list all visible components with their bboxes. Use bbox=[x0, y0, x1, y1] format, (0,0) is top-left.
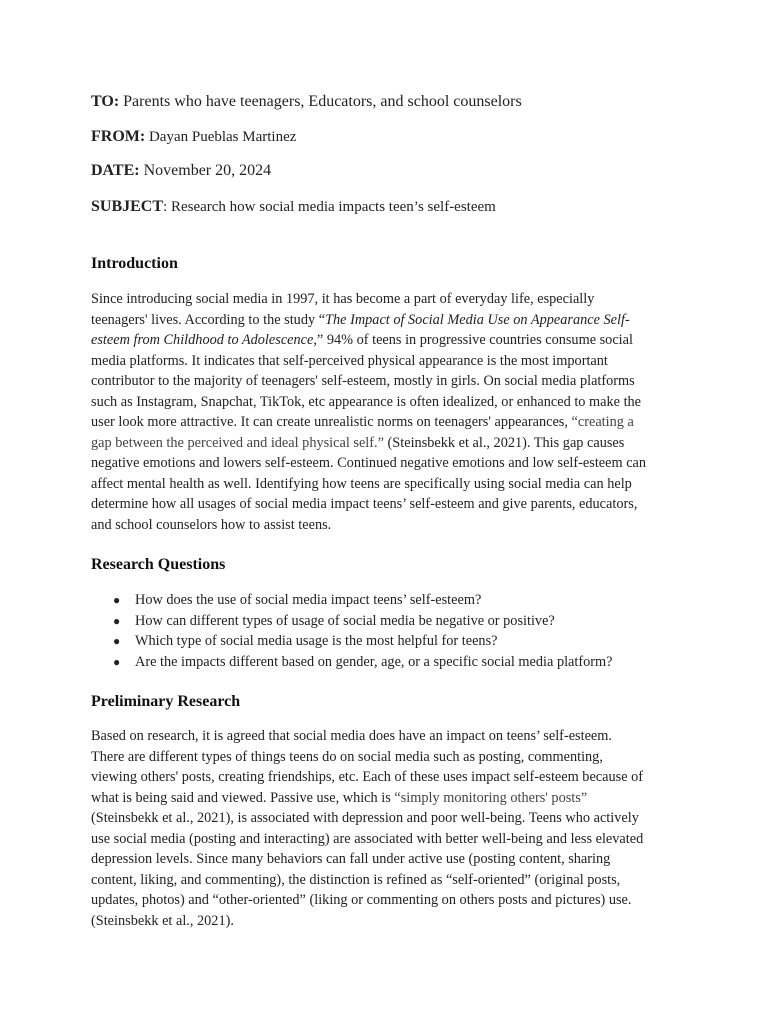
bullet-icon: ● bbox=[113, 654, 121, 669]
quote-text: “creating a bbox=[571, 414, 634, 430]
intro-line: and school counselors how to assist teens. bbox=[91, 516, 332, 533]
prelim-line: Based on research, it is agreed that social media does have an impact on teens’ self-esteem. bbox=[91, 728, 612, 744]
intro-line: negative emotions and lowers self-esteem. Continued negative emotions and low self-esteem can bbox=[91, 455, 647, 471]
prelim-line: There are different types of things teens do on social media such as posting, commenting, bbox=[91, 748, 603, 765]
prelim-line bbox=[91, 788, 679, 809]
introduction-heading: Introduction bbox=[91, 255, 178, 272]
intro-line bbox=[91, 330, 679, 351]
memo-date-value: November 20, 2024 bbox=[139, 162, 272, 179]
research-questions-list bbox=[113, 590, 613, 672]
memo-subject-line bbox=[91, 198, 496, 216]
question-text: Which type of social media usage is the most helpful for teens? bbox=[135, 633, 498, 649]
question-text: Are the impacts different based on gender, age, or a specific social media platform? bbox=[135, 653, 613, 670]
memo-date-line bbox=[91, 162, 271, 180]
preliminary-research-heading: Preliminary Research bbox=[91, 693, 241, 710]
memo-from-line bbox=[91, 128, 296, 146]
research-questions-heading: Research Questions bbox=[91, 556, 226, 573]
preliminary-research-paragraph bbox=[91, 726, 679, 931]
prelim-line: use social media (posting and interacting) are associated with better well-being and less elevated bbox=[91, 830, 644, 847]
prelim-line: updates, photos) and “other-oriented” (liking or commenting on others posts and pictures) use. bbox=[91, 892, 632, 908]
intro-line: such as Instagram, Snapchat, TikTok, etc appearance is often idealized, or enhanced to make the bbox=[91, 393, 642, 410]
prelim-line: content, liking, and commenting), the distinction is refined as “self-oriented” (original posts, bbox=[91, 871, 621, 888]
introduction-paragraph bbox=[91, 289, 679, 535]
question-text: How can different types of usage of social media be negative or positive? bbox=[135, 612, 555, 629]
prelim-line: viewing others' posts, creating friendships, etc. Each of these uses impact self-esteem because of bbox=[91, 769, 644, 785]
intro-line bbox=[91, 433, 679, 454]
prelim-text: what is being said and viewed. Passive use, which is bbox=[91, 789, 395, 806]
quote-text: gap between the perceived and ideal physical self.” bbox=[91, 434, 384, 451]
memo-to-value: Parents who have teenagers, Educators, and school counselors bbox=[119, 93, 522, 110]
intro-text: teenagers' lives. According to the study “ bbox=[91, 311, 326, 328]
quote-text: “simply monitoring others' posts” bbox=[394, 789, 588, 806]
study-title-italic: The Impact of Social Media Use on Appearance Self- bbox=[325, 311, 630, 328]
memo-from-value: Dayan Pueblas Martinez bbox=[145, 129, 297, 145]
bullet-icon: ● bbox=[113, 634, 121, 648]
study-title-italic: esteem from Childhood to Adolescence bbox=[91, 332, 314, 348]
bullet-icon: ● bbox=[113, 613, 121, 628]
prelim-line: (Steinsbekk et al., 2021). bbox=[91, 912, 234, 929]
list-item bbox=[113, 652, 613, 673]
memo-date-label: DATE: bbox=[91, 162, 140, 179]
list-item bbox=[113, 611, 613, 632]
memo-subject-value: : Research how social media impacts teen’s self-esteem bbox=[163, 199, 496, 215]
memo-to-label: TO: bbox=[91, 93, 120, 110]
intro-line: affect mental health as well. Identifying how teens are specifically using social media can help bbox=[91, 475, 632, 492]
question-text: How does the use of social media impact teens’ self-esteem? bbox=[135, 592, 482, 608]
intro-text: ,” 94% of teens in progressive countries consume social bbox=[313, 332, 633, 348]
prelim-line: (Steinsbekk et al., 2021), is associated with depression and poor well-being. Teens who actively bbox=[91, 810, 639, 826]
list-item bbox=[113, 590, 613, 611]
intro-line bbox=[91, 310, 679, 331]
intro-line: contributor to the majority of teenagers' self-esteem, mostly in girls. On social media platforms bbox=[91, 373, 635, 389]
memo-to-line bbox=[91, 93, 522, 111]
intro-text: user look more attractive. It can create unrealistic norms on teenagers' appearances, bbox=[91, 414, 572, 430]
intro-line: determine how all usages of social media impact teens’ self-esteem and give parents, educators, bbox=[91, 496, 638, 512]
prelim-line: depression levels. Since many behaviors can fall under active use (posting content, sharing bbox=[91, 851, 611, 867]
memo-subject-label: SUBJECT bbox=[91, 198, 164, 215]
intro-text: (Steinsbekk et al., 2021). This gap causes bbox=[383, 434, 625, 451]
intro-line: media platforms. It indicates that self-perceived physical appearance is the most important bbox=[91, 352, 608, 369]
intro-line bbox=[91, 412, 679, 433]
list-item bbox=[113, 631, 613, 652]
intro-line: Since introducing social media in 1997, it has become a part of everyday life, especially bbox=[91, 291, 595, 307]
memo-from-label: FROM: bbox=[91, 128, 146, 145]
bullet-icon: ● bbox=[113, 593, 121, 607]
